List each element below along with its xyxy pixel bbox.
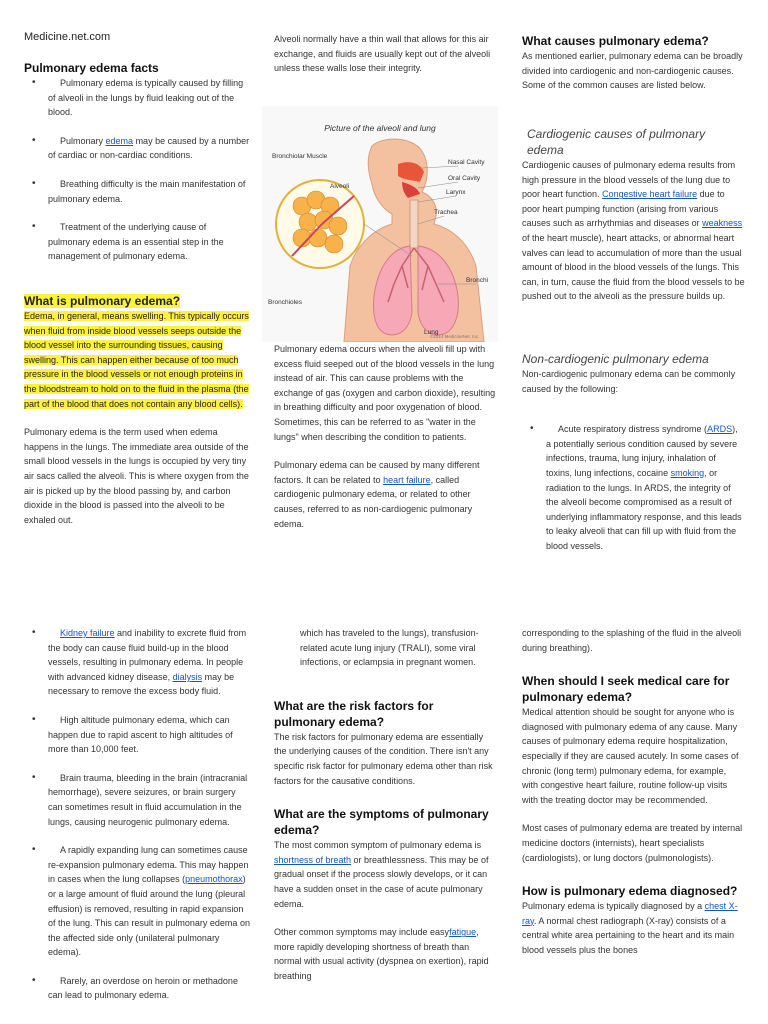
noncardiogenic-para: Non-cardiogenic pulmonary edema can be commonly caused by the following: — [522, 369, 736, 394]
alveoli-fill-para: Pulmonary edema occurs when the alveoli fill up with excess fluid seeped out of the blood vessels in the lung instead of air. This can cause problems with the exchange of gas (oxygen and carbon dioxide), resulting in breathing difficulty and poor oxygenation of blood. Sometimes, this can be referred to as "water in the lungs" when describing the condition to patients. Pulmonary edema can be caused by many different factors. It can be related to heart failure, called cardiogenic pulmonary edema, or related to other causes, referred to as non-cardiogenic pulmonary edema. — [274, 342, 496, 531]
noncardiogenic-section — [522, 351, 744, 554]
label-larynx: Larynx — [446, 189, 466, 196]
symptoms-title: What are the symptoms of pulmonary edema? — [274, 807, 489, 838]
label-nasal: Nasal Cavity — [448, 159, 485, 166]
label-trachea: Trachea — [434, 209, 458, 216]
bottom-col2 — [274, 626, 496, 984]
treatment-para: Most cases of pulmonary edema are treated by internal medicine doctors (internists), heart specialists (cardiologists), or lung doctors (pulmonologists). — [522, 823, 743, 863]
continued-text: which has traveled to the lungs), transfusion-related acute lung injury (TRALI), some viral infections, or eclampsia in pregnant women. — [300, 628, 479, 668]
figure-copyright: ©2014 MedicineNet, Inc. — [430, 334, 480, 339]
bottom-col3 — [522, 626, 744, 958]
care-para: Medical attention should be sought for anyone who is diagnosed with pulmonary edema of any cause. Many causes of pulmonary edema require hospitalization, especially if they are caused acutely. In some cases of chronic (long term) pulmonary edema, for example, with congestive heart failure, routine follow-up visits with the treating doctor may be recommended. — [522, 707, 739, 805]
bottom-col1 — [24, 626, 250, 1003]
pneumothorax-link[interactable]: pneumothorax — [185, 874, 243, 885]
fact-item: • Treatment of the underlying cause of pulmonary edema is an essential step in the management of pulmonary edema. — [32, 221, 224, 262]
diagnosis-title: How is pulmonary edema diagnosed? — [522, 884, 738, 899]
label-bronchiolar: Bronchiolar Muscle — [272, 153, 328, 160]
fact-item: • Pulmonary edema is typically caused by filling of alveoli in the lungs by fluid leaking out of the blood. — [32, 77, 244, 118]
risk-title: What are the risk factors for pulmonary edema? — [274, 698, 434, 729]
continued-text: corresponding to the splashing of the fluid in the alveoli during breathing). — [522, 628, 742, 653]
overdose-item: • Rarely, an overdose on heroin or methadone can lead to pulmonary edema. — [32, 974, 238, 1001]
facts-section — [24, 60, 250, 264]
altitude-item: • High altitude pulmonary edema, which can happen due to rapid ascent to high altitudes of more than 10,000 feet. — [32, 713, 233, 755]
chest-xray-link[interactable]: chest X-ray — [522, 901, 738, 926]
fatigue-link[interactable]: fatigue — [449, 927, 477, 938]
alveoli-lung-figure — [262, 106, 498, 342]
smoking-link[interactable]: smoking — [670, 467, 705, 478]
risk-para: The risk factors for pulmonary edema are essentially the underlying causes of the condition. There isn't any specific risk factor for pulmonary edema other than risk factors for the causative conditions. — [274, 731, 493, 786]
diagnosis-para: Pulmonary edema is typically diagnosed by a chest X-ray. A normal chest radiograph (X-ray) consists of a central white area pertaining to the heart and its main blood vessels plus the bones — [522, 901, 738, 955]
symptoms-para: The most common symptom of pulmonary edema is shortness of breath or breathlessness. This may be of gradual onset if the process slowly develops, or it can have a sudden onset in the case of acute pulmonary edema. — [274, 840, 489, 909]
ards-item: • Acute respiratory distress syndrome (ARDS), a potentially serious condition caused by severe infections, trauma, lung injury, inhalation of toxins, lung infections, cocaine smoking, or radiation to the lungs. In ARDS, the integrity of the alveoli become compromised as a result of underlying inflammatory response, and this leads to leaky alveoli that can fill up with fluid from the blood vessels. — [530, 423, 742, 551]
other-symptoms-para: Other common symptoms may include easyfatigue, more rapidly developing shortness of breath than normal with usual activity (dyspnea on exertion), rapid breathing — [274, 927, 489, 981]
what-is-section — [24, 293, 250, 527]
causes-section — [522, 33, 744, 93]
causes-title: What causes pulmonary edema? — [522, 34, 709, 48]
weakness-link[interactable]: weakness — [702, 218, 743, 229]
ards-link[interactable]: ARDS — [707, 424, 733, 435]
noncardiogenic-title: Non-cardiogenic pulmonary edema — [522, 352, 709, 366]
label-oral: Oral Cavity — [448, 175, 481, 182]
edema-link[interactable]: edema — [105, 135, 134, 146]
alveoli-intro: Alveoli normally have a thin wall that allows for this air exchange, and fluids are usually kept out of the alveoli unless these walls lose their integrity. — [274, 34, 491, 74]
congestive-heart-failure-link[interactable]: Congestive heart failure — [602, 189, 698, 200]
brain-item: • Brain trauma, bleeding in the brain (intracranial hemorrhage), severe seizures, or brain surgery can sometimes result in fluid accumulation in the lungs, causing neurogenic pulmonary edema. — [32, 771, 248, 827]
expand-item: • A rapidly expanding lung can sometimes cause re-expansion pulmonary edema. This may happen in cases when the lung collapses (pneumothorax) or a large amount of fluid around the lung (pleural effusion) is removed, resulting in rapid expansion of the lung. This can result in pulmonary edema on the affected side only (unilateral pulmonary edema). — [32, 844, 250, 958]
dialysis-link[interactable]: dialysis — [172, 671, 203, 682]
what-is-para: Pulmonary edema is the term used when edema happens in the lungs. The immediate area outside of the small blood vessels in the lungs is occupied by very tiny air sacs called the alveoli. This is where oxygen from the air is picked up by the blood passing by, and carbon dioxide in the blood is passed into the alveoli to be exhaled out. — [24, 427, 249, 525]
what-is-highlight: Edema, in general, means swelling. This typically occurs when fluid from inside blood vessels seeps outside the blood vessel into the surrounding tissues, causing swelling. This can happen either because of too much pressure in the blood vessels or not enough proteins in the bloodstream to hold on to the fluid in the plasma (the part of the blood that does not contain any blood cells). — [24, 311, 249, 409]
causes-intro-para: Pulmonary edema can be caused by many different factors. It can be related to heart failure, called cardiogenic pulmonary edema, or related to other causes, referred to as non-cardiogenic pulmonary edema. — [274, 460, 480, 529]
fact-item: • Breathing difficulty is the main manifestation of pulmonary edema. — [32, 177, 246, 204]
causes-para: As mentioned earlier, pulmonary edema can be broadly divided into cardiogenic and non-cardiogenic causes. Some of the common causes are listed below. — [522, 51, 743, 91]
site-name: Medicine.net.com — [24, 31, 111, 43]
label-bronchioles: Bronchioles — [268, 299, 302, 306]
facts-title: Pulmonary edema facts — [24, 61, 159, 75]
cardiogenic-section — [522, 126, 745, 304]
label-lung: Lung — [424, 329, 439, 336]
figure-caption: Picture of the alveoli and lung — [324, 123, 436, 133]
care-title: When should I seek medical care for pulmonary edema? — [522, 674, 730, 705]
kidney-failure-link[interactable]: Kidney failure — [60, 628, 115, 638]
label-bronchi: Bronchi — [466, 277, 489, 284]
shortness-of-breath-link[interactable]: shortness of breath — [274, 854, 352, 865]
what-is-title: What is pulmonary edema? — [24, 294, 181, 308]
cardiogenic-para: Cardiogenic causes of pulmonary edema results from high pressure in the blood vessels of the lung due to poor heart function. Congestive heart failure due to poor heart pumping function (arising from various causes such as arrhythmias and diseases or weakness of the heart muscle), heart attacks, or abnormal heart valves can lead to accumulation of more than the usual amount of blood in the blood vessels of the lungs. This can, in turn, cause the fluid from the blood vessels to be pushed out to the alveoli as the pressure builds up. — [522, 160, 745, 302]
label-alveoli: Alveoli — [330, 183, 350, 190]
cardiogenic-title: Cardiogenic causes of pulmonary edema — [527, 127, 706, 157]
lung-illustration — [262, 106, 498, 342]
heart-failure-link[interactable]: heart failure — [383, 474, 431, 485]
fact-item: • Pulmonary edema may be caused by a number of cardiac or non-cardiac conditions. — [32, 134, 250, 161]
kidney-item: • Kidney failure and inability to excrete fluid from the body can cause fluid build-up in the blood vessels, resulting in pulmonary edema. In people with advanced kidney disease, dialysis may be necessary to remove the excess body fluid. — [32, 627, 247, 697]
